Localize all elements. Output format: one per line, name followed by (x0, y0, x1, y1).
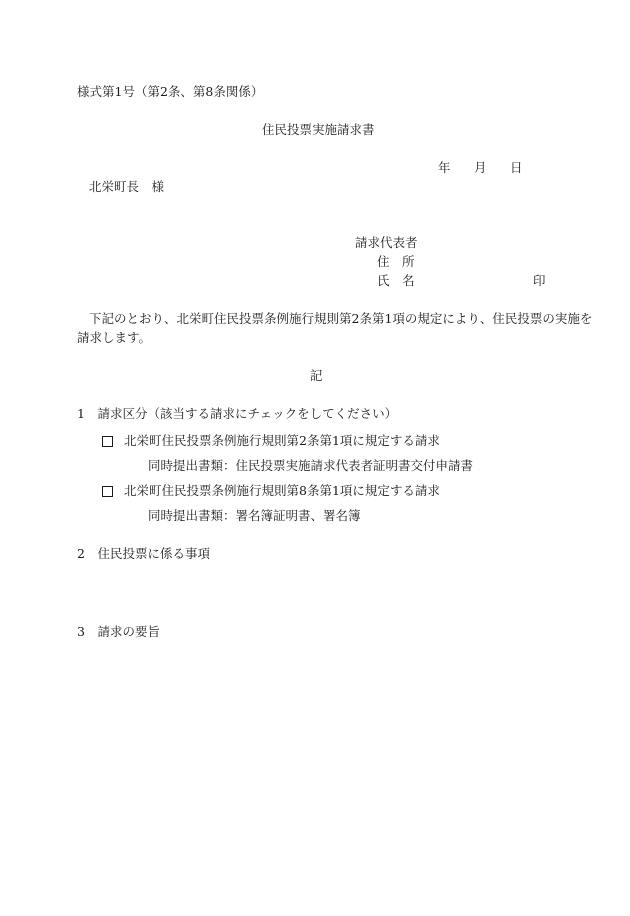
form-number: 様式第1号（第2条、第8条関係） (77, 84, 264, 99)
date-month-label: 月 (474, 160, 487, 175)
section-2-heading: 2 住民投票に係る事項 (77, 546, 210, 561)
option-2-docs: 同時提出書類：署名簿証明書、署名簿 (148, 508, 361, 523)
option-2-label: 北栄町住民投票条例施行規則第8条第1項に規定する請求 (124, 483, 440, 498)
section-3-heading: 3 請求の要旨 (77, 624, 160, 639)
representative-heading: 請求代表者 (355, 235, 418, 250)
page-title: 住民投票実施請求書 (262, 122, 375, 137)
ki-heading: 記 (310, 368, 323, 383)
seal-mark: 印 (533, 273, 546, 288)
option-1-docs: 同時提出書類：住民投票実施請求代表者証明書交付申請書 (148, 458, 474, 473)
body-line-2: 請求します。 (77, 330, 152, 345)
addressee: 北栄町長 様 (89, 179, 165, 194)
option-1-label: 北栄町住民投票条例施行規則第2条第1項に規定する請求 (124, 433, 440, 448)
date-year-label: 年 (438, 160, 451, 175)
date-day-label: 日 (510, 160, 523, 175)
option-2-checkbox[interactable] (102, 486, 113, 497)
body-line-1: 下記のとおり、北栄町住民投票条例施行規則第2条第1項の規定により、住民投票の実施を (89, 311, 593, 326)
representative-address-label: 住 所 (377, 254, 415, 269)
section-1-heading: 1 請求区分（該当する請求にチェックをしてください） (77, 406, 398, 421)
option-1-checkbox[interactable] (102, 436, 113, 447)
representative-name-label: 氏 名 (377, 273, 415, 288)
